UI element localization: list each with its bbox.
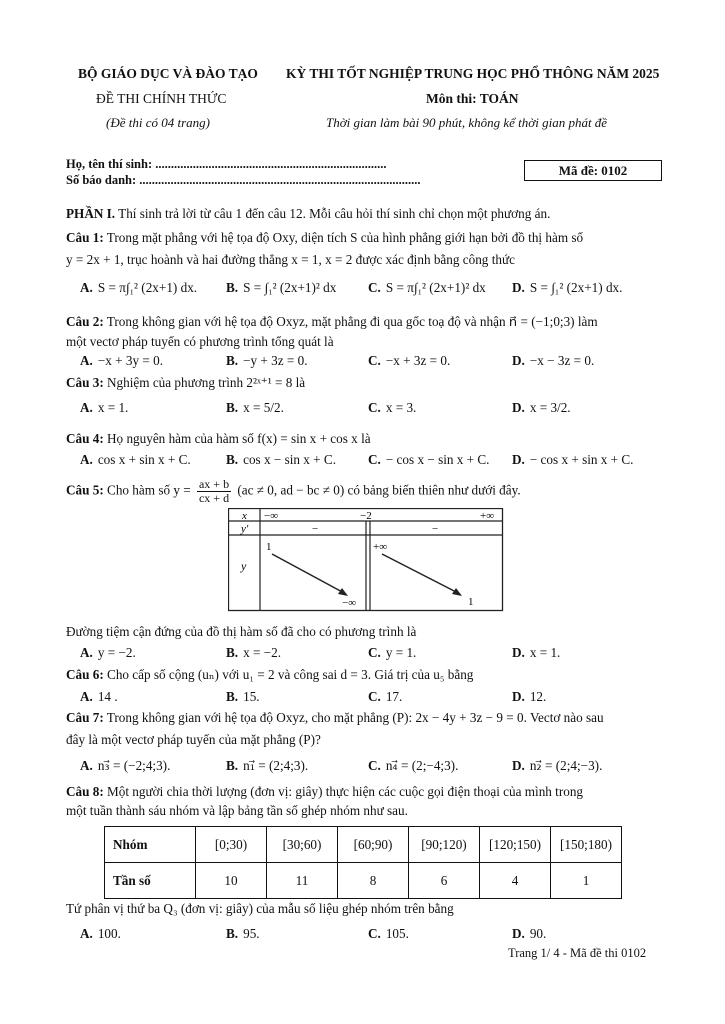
table-header-group: Nhóm: [105, 827, 196, 863]
q7-option-c: C. n₄⃗ = (2;−4;3).: [368, 758, 459, 773]
q2-stem-line1: [66, 314, 598, 330]
q5-fraction: [197, 478, 231, 505]
q4-stem: [66, 431, 371, 447]
q5-frac-den: cx + d: [198, 491, 230, 505]
duration-label: Thời gian làm bài 90 phút, không kể thời gian phát đề: [326, 115, 608, 130]
bbt-y-start-right: +∞: [373, 541, 388, 553]
q1-stem-line1: [66, 230, 583, 246]
q6-option-d: D. 12.: [512, 689, 547, 704]
q5-option-c: C. y = 1.: [368, 645, 417, 660]
q1-text-line2: y = 2x + 1, trục hoành và hai đường thẳng x = 1, x = 2 được xác định bằng công thức: [66, 252, 515, 267]
bbt-y-end-right: 1: [468, 596, 474, 608]
q7-text-line2: đây là một vectơ pháp tuyến của mặt phẳng (P)?: [66, 732, 321, 747]
q2-text-line2: một vectơ pháp tuyến có phương trình tổng quát là: [66, 334, 334, 349]
pages-note: (Đề thi có 04 trang): [106, 115, 210, 130]
q7-label: Câu 7:: [66, 710, 104, 725]
table-cell: 1: [551, 863, 622, 899]
part1-heading: [66, 206, 550, 222]
table-cell: [90;120): [409, 827, 480, 863]
bbt-x-left: −∞: [264, 510, 279, 522]
q5-option-d: D. x = 1.: [512, 645, 561, 660]
q5-option-a: A. y = −2.: [80, 645, 136, 660]
q5-text-post: (ac ≠ 0, ad − bc ≠ 0) có bảng biến thiên như dưới đây.: [237, 482, 521, 498]
variation-table: [228, 508, 504, 612]
table-row: [105, 863, 622, 899]
q7-stem-line1: [66, 710, 604, 726]
q5-label: Câu 5:: [66, 482, 104, 498]
table-cell: 11: [267, 863, 338, 899]
candidate-name-field: Họ, tên thí sinh: ..........................................................................: [66, 157, 387, 171]
q6-stem: [66, 667, 473, 683]
q4-option-a: A. cos x + sin x + C.: [80, 452, 191, 467]
frequency-table: [104, 826, 622, 899]
q1-text-line1: Trong mặt phẳng với hệ tọa độ Oxy, diện tích S của hình phẳng giới hạn bởi đồ thị hàm số: [106, 230, 584, 245]
q1-label: Câu 1:: [66, 230, 104, 245]
q5-stem: [66, 478, 521, 505]
q6-label: Câu 6:: [66, 667, 104, 682]
q8-option-a: A. 100.: [80, 926, 121, 941]
bbt-yprime-label: y': [241, 523, 249, 535]
table-cell: 10: [196, 863, 267, 899]
q6-option-c: C. 17.: [368, 689, 403, 704]
ministry-name: BỘ GIÁO DỤC VÀ ĐÀO TẠO: [78, 66, 258, 81]
q5-frac-num: ax + b: [198, 477, 230, 491]
q8-option-c: C. 105.: [368, 926, 409, 941]
q4-option-d: D. − cos x + sin x + C.: [512, 452, 634, 467]
q7-option-b: B. n₁⃗ = (2;4;3).: [226, 758, 309, 773]
q7-option-d: D. n₂⃗ = (2;4;−3).: [512, 758, 603, 773]
bbt-y-start-left: 1: [266, 541, 272, 553]
q5-question: Đường tiệm cận đứng của đồ thị hàm số đã cho có phương trình là: [66, 624, 417, 639]
q4-option-c: C. − cos x − sin x + C.: [368, 452, 490, 467]
table-cell: 8: [338, 863, 409, 899]
table-cell: [0;30): [196, 827, 267, 863]
table-cell: [120;150): [480, 827, 551, 863]
table-cell: [150;180): [551, 827, 622, 863]
page-footer: Trang 1/ 4 - Mã đề thi 0102: [508, 946, 647, 960]
bbt-arrow-left: [272, 554, 346, 594]
q8-text-line1: Một người chia thời lượng (đơn vị: giây) thực hiện các cuộc gọi điện thoại của mình trong: [107, 784, 584, 799]
q4-option-b: B. cos x − sin x + C.: [226, 452, 336, 467]
q2-text-line1: Trong không gian với hệ tọa độ Oxyz, mặt phẳng đi qua gốc toạ độ và nhận n⃗ = (−1;0;3) làm: [106, 314, 598, 329]
q3-option-b: B. x = 5/2.: [226, 400, 284, 415]
q2-option-d: D. −x − 3z = 0.: [512, 353, 595, 368]
q4-text: Họ nguyên hàm của hàm số f(x) = sin x + cos x là: [107, 431, 371, 446]
bbt-x-mid: −2: [360, 510, 372, 522]
q6-option-a: A. 14 .: [80, 689, 118, 704]
exam-code-box: Mã đề: 0102: [524, 160, 662, 181]
q2-label: Câu 2:: [66, 314, 104, 329]
q3-option-c: C. x = 3.: [368, 400, 417, 415]
q8-label: Câu 8:: [66, 784, 104, 799]
q7-text-line1: Trong không gian với hệ tọa độ Oxyz, cho mặt phẳng (P): 2x − 4y + 3z − 9 = 0. Vectơ nào sau: [106, 710, 604, 725]
q1-option-a: A. S = π∫₁² (2x+1) dx.: [80, 280, 198, 295]
official-exam-label: ĐỀ THI CHÍNH THỨC: [96, 91, 227, 106]
q5-text-pre: Cho hàm số y =: [107, 482, 191, 498]
q7-option-a: A. n₃⃗ = (−2;4;3).: [80, 758, 171, 773]
bbt-sign-left: −: [312, 523, 319, 535]
exam-title: KỲ THI TỐT NGHIỆP TRUNG HỌC PHỔ THÔNG NĂM 2025: [286, 66, 660, 81]
q2-option-b: B. −y + 3z = 0.: [226, 353, 308, 368]
q3-option-a: A. x = 1.: [80, 400, 129, 415]
table-cell: [60;90): [338, 827, 409, 863]
q3-option-d: D. x = 3/2.: [512, 400, 571, 415]
bbt-x-right: +∞: [480, 510, 495, 522]
q5-option-b: B. x = −2.: [226, 645, 282, 660]
q8-text-line2: một tuần thành sáu nhóm và lập bảng tần số ghép nhóm như sau.: [66, 803, 408, 818]
bbt-y-label: y: [241, 559, 247, 573]
q3-text: Nghiệm của phương trình 2²ˣ⁺¹ = 8 là: [107, 375, 306, 390]
bbt-y-end-left: −∞: [342, 597, 357, 609]
bbt-sign-right: −: [432, 523, 439, 535]
q3-label: Câu 3:: [66, 375, 104, 390]
part1-instruction: Thí sinh trả lời từ câu 1 đến câu 12. Mỗi câu hỏi thí sinh chỉ chọn một phương án.: [118, 206, 551, 221]
q8-stem-line1: [66, 784, 583, 800]
q8-question: Tứ phân vị thứ ba Q₃ (đơn vị: giây) của mẫu số liệu ghép nhóm trên bằng: [66, 901, 454, 916]
q2-option-a: A. −x + 3y = 0.: [80, 353, 163, 368]
subject-label: Môn thi: TOÁN: [426, 91, 519, 106]
q8-option-d: D. 90.: [512, 926, 547, 941]
bbt-arrowhead-left: [338, 588, 348, 596]
q1-option-c: C. S = π∫₁² (2x+1)² dx: [368, 280, 486, 295]
candidate-id-field: Số báo danh: ..........................................................................................: [66, 173, 421, 187]
q3-stem: [66, 375, 305, 391]
q6-option-b: B. 15.: [226, 689, 260, 704]
part1-title: PHẦN I.: [66, 206, 116, 221]
q4-label: Câu 4:: [66, 431, 104, 446]
table-cell: 4: [480, 863, 551, 899]
table-cell: [30;60): [267, 827, 338, 863]
q8-option-b: B. 95.: [226, 926, 260, 941]
q6-text: Cho cấp số cộng (uₙ) với u₁ = 2 và công sai d = 3. Giá trị của u₅ bằng: [107, 667, 474, 682]
table-row: [105, 827, 622, 863]
table-header-frequency: Tần số: [105, 863, 196, 899]
bbt-arrowhead-right: [452, 588, 462, 596]
q1-option-b: B. S = ∫₁² (2x+1)² dx: [226, 280, 337, 295]
q2-option-c: C. −x + 3z = 0.: [368, 353, 451, 368]
bbt-arrow-right: [382, 554, 460, 594]
bbt-x-label: x: [242, 510, 247, 522]
table-cell: 6: [409, 863, 480, 899]
q1-option-d: D. S = ∫₁² (2x+1) dx.: [512, 280, 623, 295]
